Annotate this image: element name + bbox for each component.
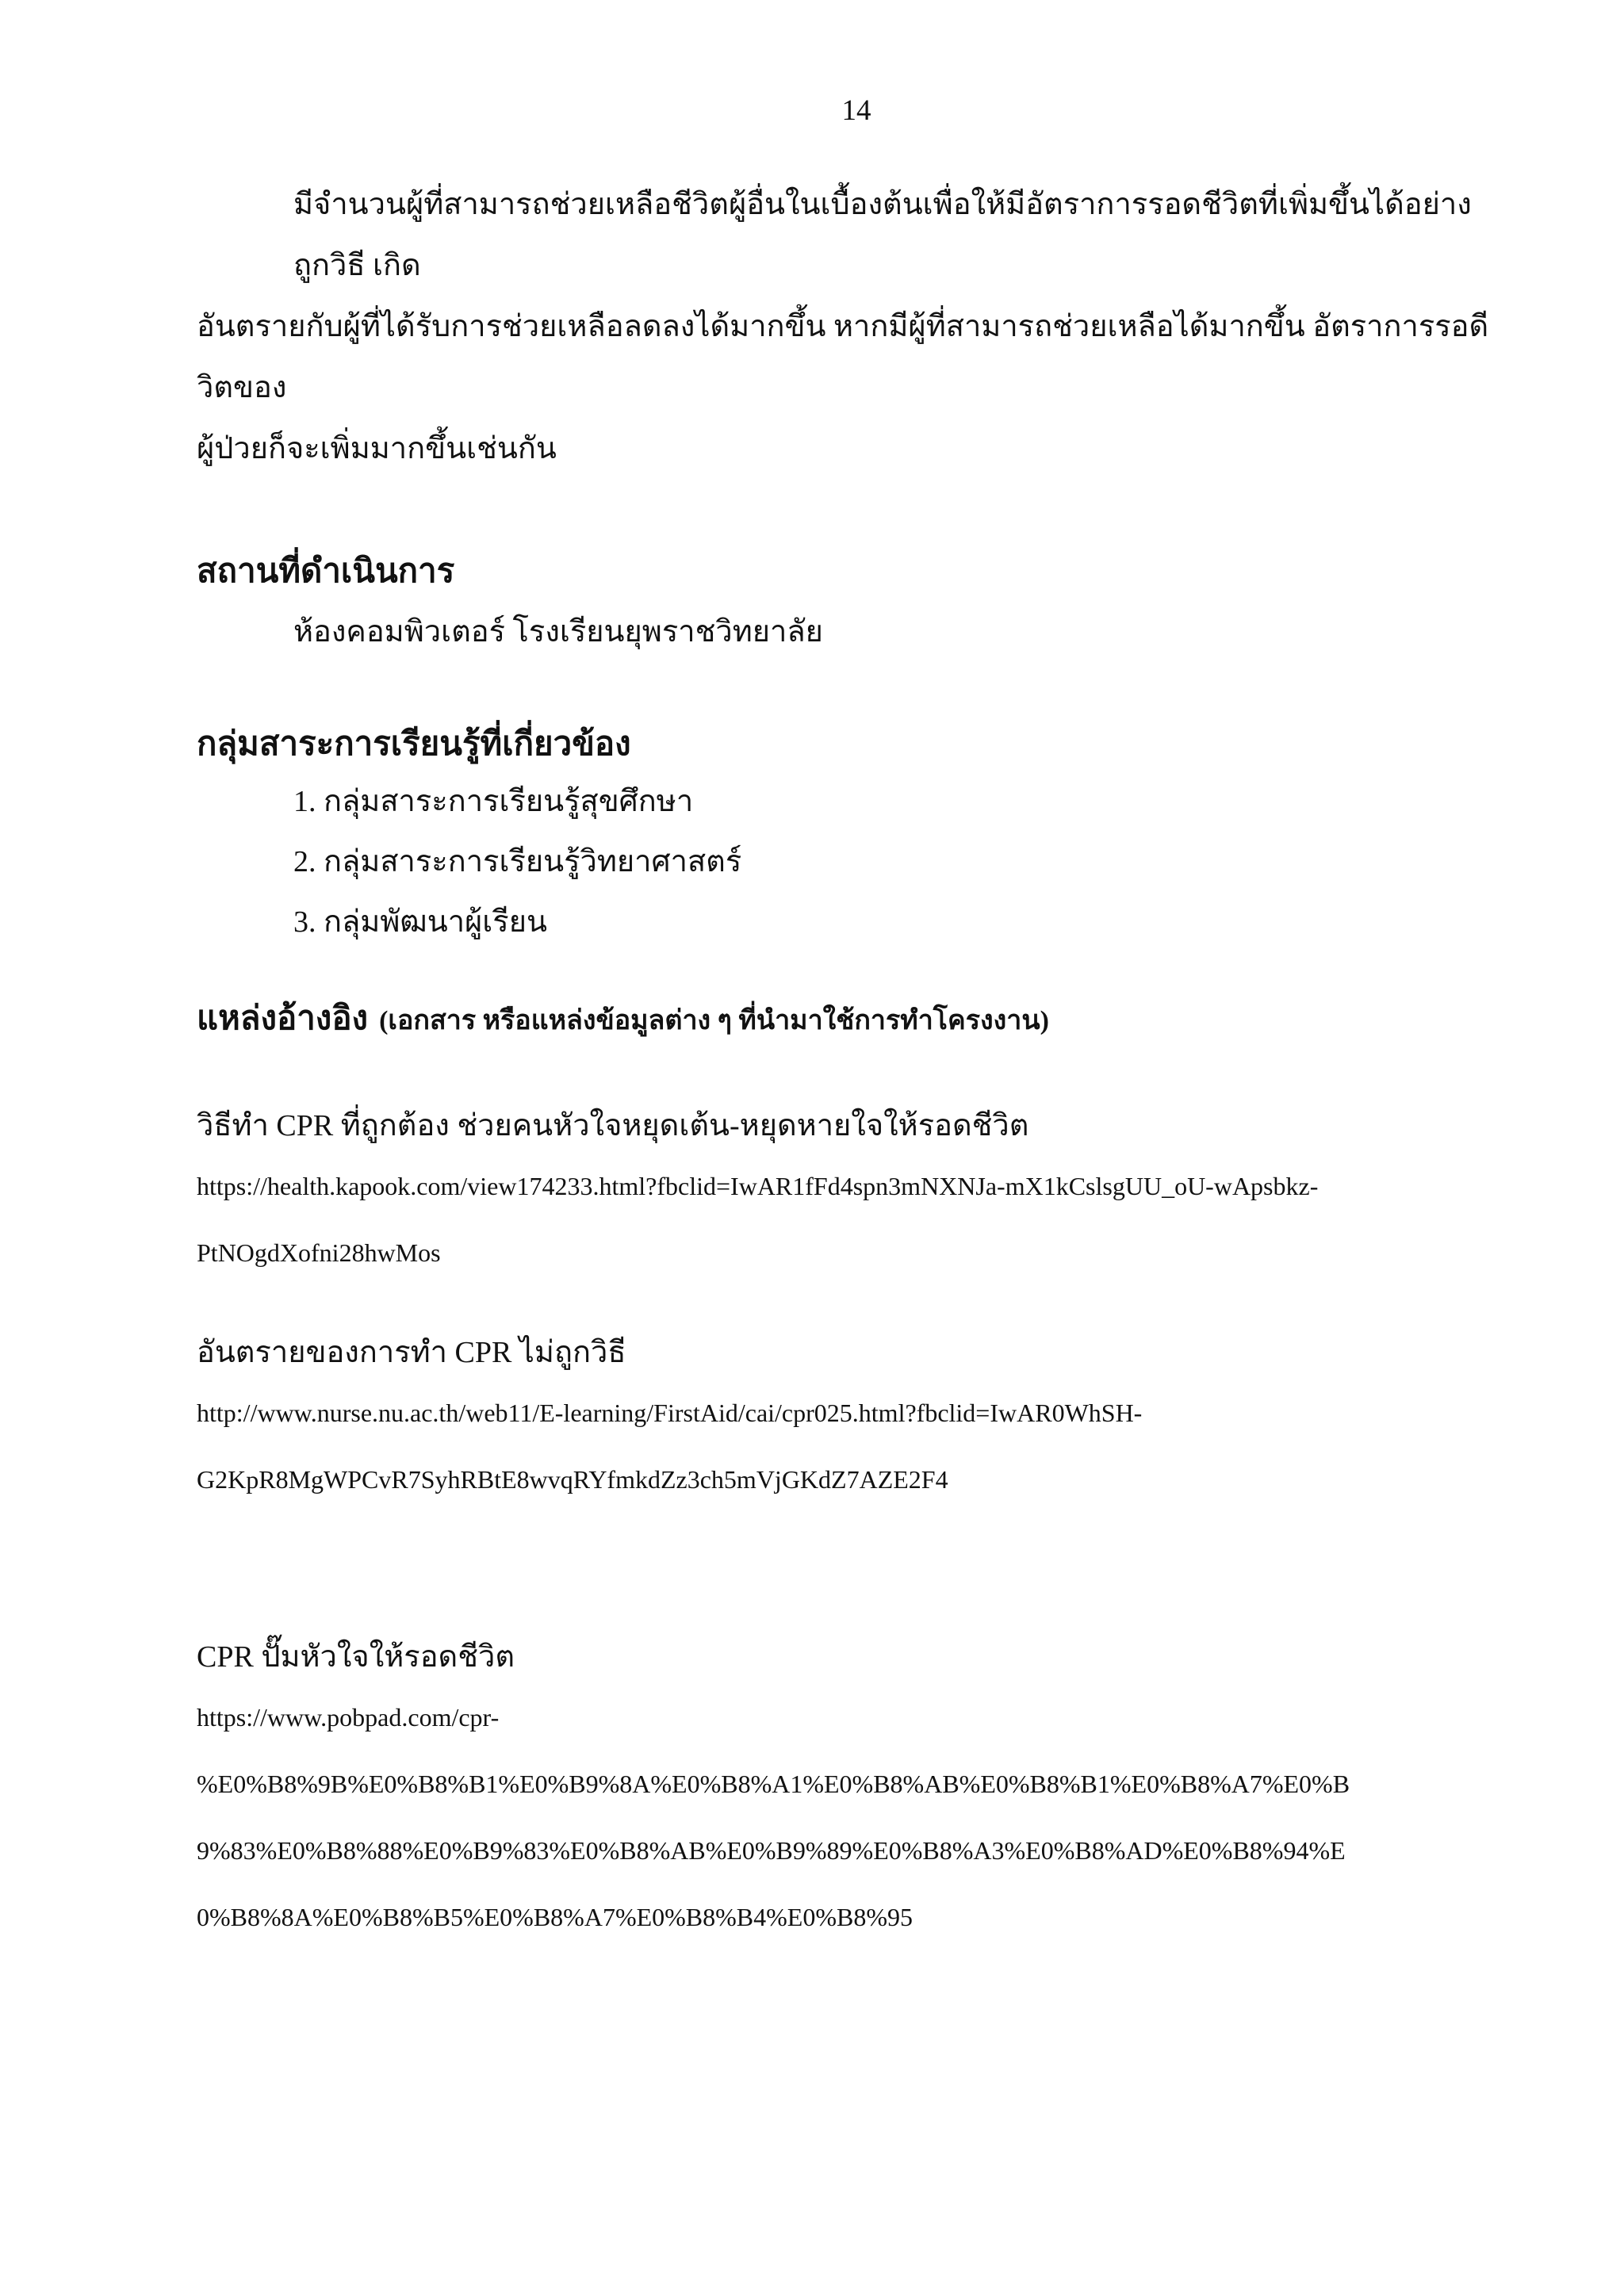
intro-line: ผู้ป่วยก็จะเพิ่มมากขึ้นเช่นกัน xyxy=(197,432,557,465)
reference-url-line[interactable]: PtNOgdXofni28hwMos xyxy=(197,1238,441,1267)
location-text: ห้องคอมพิวเตอร์ โรงเรียนยุพราชวิทยาลัย xyxy=(293,615,823,649)
reference-title: วิธีทำ CPR ที่ถูกต้อง ช่วยคนหัวใจหยุดเต้น-หยุดหายใจให้รอดชีวิต xyxy=(197,1109,1029,1142)
reference-title: CPR ปั๊มหัวใจให้รอดชีวิต xyxy=(197,1640,515,1674)
reference-title: อันตรายของการทำ CPR ไม่ถูกวิธี xyxy=(197,1336,626,1369)
location-section xyxy=(197,548,1497,656)
subjects-heading: กลุ่มสาระการเรียนรู้ที่เกี่ยวข้อง xyxy=(197,726,631,763)
list-item: 1. กลุ่มสาระการเรียนรู้สุขศึกษา xyxy=(293,785,694,818)
page-content xyxy=(197,174,1497,1950)
references-heading xyxy=(197,995,1497,1045)
reference-url-line[interactable]: %E0%B8%9B%E0%B8%B1%E0%B9%8A%E0%B8%A1%E0%B8%AB%E0%B8%B1%E0%B8%A7%E0%B xyxy=(197,1770,1350,1798)
intro-paragraph xyxy=(197,174,1497,480)
reference-url-line[interactable]: 0%B8%8A%E0%B8%B5%E0%B8%A7%E0%B8%B4%E0%B8%95 xyxy=(197,1903,913,1931)
reference-item xyxy=(197,1633,1497,1950)
page-number: 14 xyxy=(841,94,871,127)
reference-item xyxy=(197,1329,1497,1513)
reference-url-line[interactable]: G2KpR8MgWPCvR7SyhRBtE8wvqRYfmkdZz3ch5mVjGKdZ7AZE2F4 xyxy=(197,1465,948,1494)
reference-url-line[interactable]: https://health.kapook.com/view174233.html?fbclid=IwAR1fFd4spn3mNXNJa-mX1kCslsgUU_oU-wApsbkz- xyxy=(197,1172,1319,1200)
list-item: 2. กลุ่มสาระการเรียนรู้วิทยาศาสตร์ xyxy=(293,845,742,878)
reference-url[interactable] xyxy=(197,1153,1497,1286)
references-heading-text: แหล่งอ้างอิง xyxy=(197,1001,369,1037)
reference-item xyxy=(197,1102,1497,1286)
reference-url[interactable] xyxy=(197,1380,1497,1513)
reference-url-line[interactable]: http://www.nurse.nu.ac.th/web11/E-learning/FirstAid/cai/cpr025.html?fbclid=IwAR0WhSH- xyxy=(197,1399,1143,1427)
list-item: 3. กลุ่มพัฒนาผู้เรียน xyxy=(293,905,547,939)
subjects-list xyxy=(197,771,1497,952)
references-heading-note: (เอกสาร หรือแหล่งข้อมูลต่าง ๆ ที่นำมาใช้การทำโครงงาน) xyxy=(379,1006,1049,1035)
reference-url[interactable] xyxy=(197,1684,1497,1950)
reference-url-line[interactable]: 9%83%E0%B8%88%E0%B9%83%E0%B8%AB%E0%B9%89%E0%B8%A3%E0%B8%AD%E0%B8%94%E xyxy=(197,1836,1346,1865)
intro-line: มีจำนวนผู้ที่สามารถช่วยเหลือชีวิตผู้อื่นในเบื้องต้นเพื่อให้มีอัตราการรอดชีวิตที่เพิ่มขึ้นได้อย่างถูกวิธี เกิด xyxy=(293,188,1472,282)
location-heading: สถานที่ดำเนินการ xyxy=(197,553,455,590)
references-section xyxy=(197,995,1497,1950)
reference-url-line[interactable]: https://www.pobpad.com/cpr- xyxy=(197,1703,500,1732)
subjects-section xyxy=(197,721,1497,952)
intro-line: อันตรายกับผู้ที่ได้รับการช่วยเหลือลดลงได้มากขึ้น หากมีผู้ที่สามารถช่วยเหลือได้มากขึ้น อัตราการรอดีวิตของ xyxy=(197,310,1489,404)
